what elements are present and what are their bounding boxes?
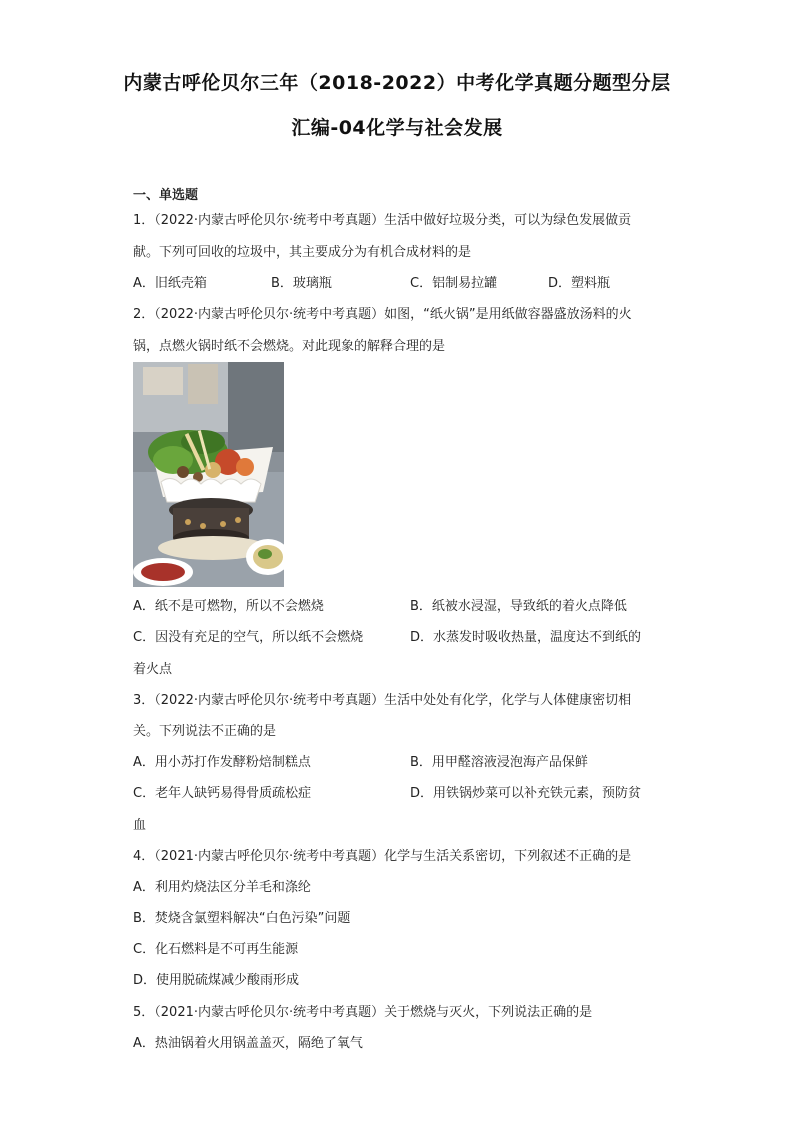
question-3-line-2: 关。下列说法不正确的是: [133, 724, 277, 739]
question-4-line-1: 4．（2021·内蒙古呼伦贝尔·统考中考真题）化学与生活关系密切，下列叙述不正确的是: [133, 849, 632, 864]
question-4-option-d: D．使用脱硫煤减少酸雨形成: [133, 973, 300, 988]
question-3-option-c: C．老年人缺钙易得骨质疏松症: [133, 786, 312, 801]
document-title-line-1: 内蒙古呼伦贝尔三年（2018-2022）中考化学真题分题型分层: [123, 72, 671, 94]
question-4-option-b: B．焚烧含氯塑料解决“白色污染”问题: [133, 911, 351, 926]
question-2-line-1: 2．（2022·内蒙古呼伦贝尔·统考中考真题）如图，“纸火锅”是用纸做容器盛放汤料的火: [133, 307, 632, 322]
question-3-option-d-continuation: 血: [133, 818, 147, 833]
question-2-option-d-continuation: 着火点: [133, 662, 173, 677]
question-2-option-d: D．水蒸发时吸收热量，温度达不到纸的: [410, 630, 642, 645]
question-1-line-1: 1．（2022·内蒙古呼伦贝尔·统考中考真题）生活中做好垃圾分类，可以为绿色发展做贡: [133, 213, 632, 228]
question-2-option-b: B．纸被水浸湿，导致纸的着火点降低: [410, 599, 627, 614]
question-1-option-a: A．旧纸壳箱: [133, 276, 207, 291]
document-title-line-2: 汇编-04化学与社会发展: [291, 117, 503, 139]
question-3-option-b: B．用甲醛溶液浸泡海产品保鲜: [410, 755, 588, 770]
question-5-option-a: A．热油锅着火用锅盖盖灭，隔绝了氧气: [133, 1036, 363, 1051]
question-2-option-c: C．因没有充足的空气，所以纸不会燃烧: [133, 630, 364, 645]
question-1-option-c: C．铝制易拉罐: [410, 276, 498, 291]
question-2-option-a: A．纸不是可燃物，所以不会燃烧: [133, 599, 324, 614]
question-1-option-d: D．塑料瓶: [548, 276, 611, 291]
question-5-line-1: 5．（2021·内蒙古呼伦贝尔·统考中考真题）关于燃烧与灭火，下列说法正确的是: [133, 1005, 593, 1020]
question-1-option-b: B．玻璃瓶: [271, 276, 332, 291]
question-3-line-1: 3．（2022·内蒙古呼伦贝尔·统考中考真题）生活中处处有化学，化学与人体健康密切相: [133, 693, 632, 708]
question-3-option-d: D．用铁锅炒菜可以补充铁元素，预防贫: [410, 786, 642, 801]
section-heading: 一、单选题: [133, 188, 199, 203]
question-3-option-a: A．用小苏打作发酵粉焙制糕点: [133, 755, 311, 770]
question-4-option-c: C．化石燃料是不可再生能源: [133, 942, 299, 957]
question-4-option-a: A．利用灼烧法区分羊毛和涤纶: [133, 880, 311, 895]
paper-hotpot-photo: [133, 362, 284, 587]
question-1-line-2: 献。下列可回收的垃圾中，其主要成分为有机合成材料的是: [133, 245, 472, 260]
question-2-line-2: 锅，点燃火锅时纸不会燃烧。对此现象的解释合理的是: [133, 339, 446, 354]
